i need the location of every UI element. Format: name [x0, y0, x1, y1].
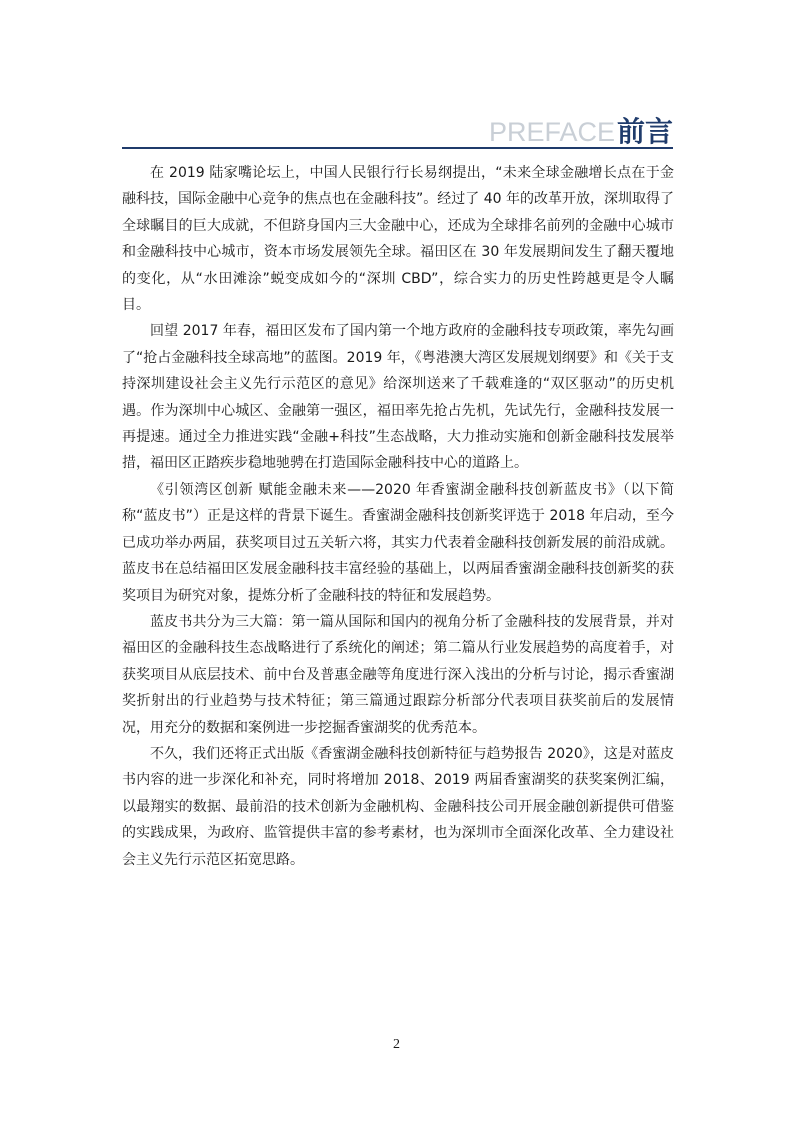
paragraph-3: 《引领湾区创新 赋能金融未来——2020 年香蜜湖金融科技创新蓝皮书》（以下简称“蓝皮书”）正是这样的背景下诞生。香蜜湖金融科技创新奖评选于 2018 年启动，至今已成功举办两届，获奖项目过五关斩六将，其实力代表着金融科技创新发展的前沿成就。蓝皮书在总结福田区发展金融科技丰富经验的基础上，以两届香蜜湖金融科技创新奖的获奖项目为研究对象，提炼分析了金融科技的特征和发展趋势。 [122, 481, 674, 604]
paragraph-1: 在 2019 陆家嘴论坛上，中国人民银行行长易纲提出，“未来全球金融增长点在于金融科技，国际金融中心竞争的焦点也在金融科技”。经过了 40 年的改革开放，深圳取得了全球瞩目的巨大成就，不但跻身国内三大金融中心，还成为全球排名前列的金融中心城市和金融科技中心城市，资本市场发展领先全球。福田区在 30 年发展期间发生了翻天覆地的变化，从“水田滩涂”蜕变成如今的“深圳 CBD”，综合实力的历史性跨越更是令人瞩目。 [122, 165, 674, 314]
header-title-en: PREFACE [488, 117, 615, 147]
paragraph-2: 回望 2017 年春，福田区发布了国内第一个地方政府的金融科技专项政策，率先勾画了“抢占金融科技全球高地”的蓝图。2019 年，《粤港澳大湾区发展规划纲要》和《关于支持深圳建设社会主义先行示范区的意见》给深圳送来了千载难逢的“双区驱动”的历史机遇。作为深圳中心城区、金融第一强区，福田率先抢占先机，先试先行，金融科技发展一再提速。通过全力推进实践“金融+科技”生态战略，大力推动实施和创新金融科技发展举措，福田区正踏疾步稳地驰骋在打造国际金融科技中心的道路上。 [122, 323, 674, 472]
header-divider [122, 147, 673, 149]
paragraph-5: 不久，我们还将正式出版《香蜜湖金融科技创新特征与趋势报告 2020》，这是对蓝皮书内容的进一步深化和补充，同时将增加 2018、2019 两届香蜜湖奖的获奖案例汇编，以最翔实的数据、最前沿的技术创新为金融机构、金融科技公司开展金融创新提供可借鉴的实践成果，为政府、监管提供丰富的参考素材，也为深圳市全面深化改革、全力建设社会主义先行示范区拓宽思路。 [122, 745, 674, 868]
page-header [122, 110, 673, 150]
header-title-zh: 前言 [616, 115, 673, 148]
paragraph-4: 蓝皮书共分为三大篇：第一篇从国际和国内的视角分析了金融科技的发展背景，并对福田区的金融科技生态战略进行了系统化的阐述；第二篇从行业发展趋势的高度着手，对获奖项目从底层技术、前中台及普惠金融等角度进行深入浅出的分析与讨论，揭示香蜜湖奖折射出的行业趋势与技术特征；第三篇通过跟踪分析部分代表项目获奖前后的发展情况，用充分的数据和案例进一步挖掘香蜜湖奖的优秀范本。 [122, 613, 674, 736]
preface-body [122, 160, 674, 873]
page-number: 2 [393, 1037, 400, 1052]
